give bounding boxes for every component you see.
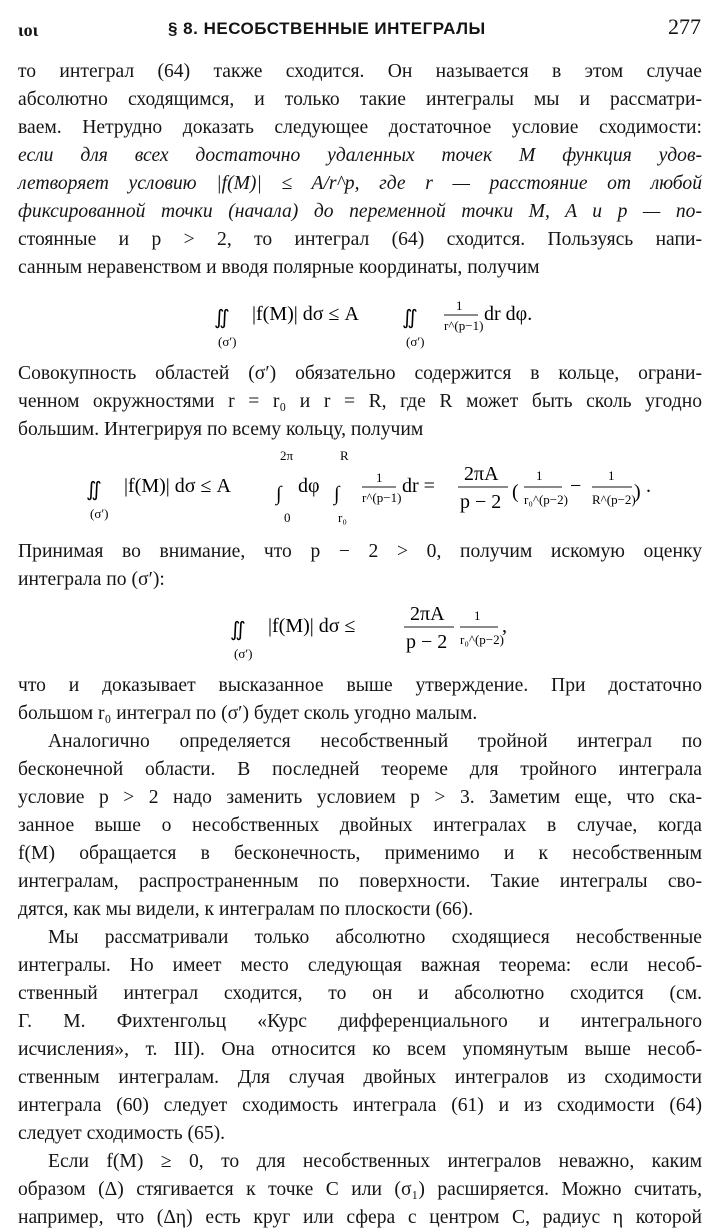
paren-close: )	[634, 481, 641, 503]
text-line: интеграла (60) следует сходимость интеграла (61) и из сходимости (64)	[18, 1095, 702, 1116]
double-integral-sign: ∬	[86, 479, 102, 501]
text-line: что и доказывает высказанное выше утверждение. При достаточно	[18, 675, 702, 696]
formula-svg	[18, 450, 702, 530]
text-line: f(M) обращается в бесконечность, применимо и к несобственным	[18, 843, 702, 864]
text-line: ственный интеграл сходится, то он и абсолютно сходится (см.	[18, 983, 702, 1004]
formula-end: ,	[502, 615, 507, 637]
text-line: Совокупность областей (σ′) обязательно содержится в кольце, ограни-	[18, 363, 702, 384]
page-body	[18, 58, 702, 1232]
region-label: (σ′)	[406, 334, 425, 349]
fraction-numerator: 1	[456, 298, 463, 313]
text-line: если для всех достаточно удаленных точек M функция удов-	[18, 145, 702, 166]
fraction-numerator: 2πA	[410, 603, 445, 625]
formula-estimate	[18, 598, 702, 664]
region-label: (σ′)	[234, 646, 253, 661]
fraction-denominator: r^(p−1)	[444, 318, 484, 333]
fraction-numerator: 1	[376, 470, 383, 485]
formula-svg	[18, 288, 702, 352]
text-line: то интеграл (64) также сходится. Он называется в этом случае	[18, 61, 702, 82]
section-title: § 8. НЕСОБСТВЕННЫЕ ИНТЕГРАЛЫ	[168, 19, 486, 38]
formula-tail: dr dφ.	[484, 303, 533, 325]
fraction-denominator: R^(p−2)	[592, 492, 636, 507]
fraction-denominator: p − 2	[406, 631, 448, 653]
text-line: Если f(M) ≥ 0, то для несобственных интегралов неважно, каким	[48, 1151, 702, 1172]
text-line: Принимая во внимание, что p − 2 > 0, получим искомую оценку	[18, 541, 702, 562]
text-line: бесконечной области. В последней теореме для тройного интеграла	[18, 759, 702, 780]
text-line: летворяет условию |f(M)| ≤ A/r^p, где r — расстояние от любой	[18, 173, 702, 194]
text-line: фиксированной точки (начала) до переменной точки M, A и p — по-	[18, 201, 702, 222]
double-integral-sign: ∬	[402, 307, 418, 329]
integral-sign: ∫	[276, 483, 282, 505]
fraction-denominator: r^(p−1)	[362, 490, 402, 505]
text-line: Мы рассматривали только абсолютно сходящиеся несобственные	[48, 927, 702, 948]
formula-ring-integral	[18, 450, 702, 530]
double-integral-sign: ∬	[214, 307, 230, 329]
text-line: исчисления», т. III). Она относится ко всем упомянутым выше несоб-	[18, 1039, 702, 1060]
integral-sign: ∫	[334, 483, 340, 505]
formula-lhs: |f(M)| dσ ≤ A	[124, 475, 231, 497]
fraction-denominator: r₀^(p−2)	[524, 492, 568, 507]
text-line: следует сходимость (65).	[18, 1123, 226, 1144]
fraction-denominator: r₀^(p−2)	[460, 632, 504, 647]
fraction-numerator: 1	[608, 468, 615, 483]
text-line: интегралам, распространенным по поверхности. Такие интегралы сво-	[18, 871, 702, 892]
dphi: dφ	[298, 475, 320, 497]
text-line: образом (Δ) стягивается к точке C или (σ₁) расширяется. Можно считать,	[18, 1179, 702, 1200]
text-line: Г. М. Фихтенгольц «Курс дифференциального и интегрального	[18, 1011, 702, 1032]
text-line: санным неравенством и вводя полярные координаты, получим	[18, 257, 540, 278]
fraction-numerator: 1	[474, 608, 481, 623]
formula-polar-bound	[18, 288, 702, 352]
text-line: большом r₀ интеграл по (σ′) будет сколь угодно малым.	[18, 703, 478, 724]
text-line: Аналогично определяется несобственный тройной интеграл по	[48, 731, 702, 752]
page-number: 277	[668, 14, 701, 39]
text-line: занное выше о несобственных двойных интегралах в случае, когда	[18, 815, 702, 836]
text-line: условие p > 2 надо заменить условием p > 3. Заметим еще, что ска-	[18, 787, 702, 808]
limit-upper: 2π	[280, 448, 294, 463]
region-label: (σ′)	[90, 506, 109, 521]
running-header	[18, 14, 701, 44]
limit-lower: r₀	[338, 510, 347, 525]
text-line: например, что (Δη) есть круг или сфера с центром C, радиус η которой	[18, 1207, 702, 1228]
formula-lhs: |f(M)| dσ ≤ A	[252, 303, 359, 325]
formula-lhs: |f(M)| dσ ≤	[268, 615, 356, 637]
fraction-denominator: p − 2	[460, 491, 502, 513]
fraction-numerator: 1	[536, 468, 543, 483]
limit-upper: R	[340, 448, 349, 463]
text-line: ственным интегралам. Для случая двойных интегралов из сходимости	[18, 1067, 702, 1088]
text-line: ченном окружностями r = r₀ и r = R, где R может быть сколь угодно	[18, 391, 702, 412]
formula-svg	[18, 598, 702, 664]
region-label: (σ′)	[218, 334, 237, 349]
formula-end: .	[646, 475, 651, 497]
fraction-numerator: 2πA	[464, 463, 499, 485]
minus-sign: −	[570, 475, 582, 497]
text-line: интегралы. Но имеет место следующая важная теорема: если несоб-	[18, 955, 702, 976]
text-line: стоянные и p > 2, то интеграл (64) сходится. Пользуясь напи-	[18, 229, 702, 250]
text-line: абсолютно сходящимся, и только такие интегралы мы и рассматри-	[18, 89, 702, 110]
text-line: большим. Интегрируя по всему кольцу, получим	[18, 419, 424, 440]
text-line: дятся, как мы видели, к интегралам по плоскости (66).	[18, 899, 474, 920]
double-integral-sign: ∬	[230, 619, 246, 641]
paren-open: (	[512, 481, 519, 503]
text-line: интеграла по (σ′):	[18, 569, 165, 590]
header-mark: ιοι	[18, 20, 39, 40]
limit-lower: 0	[284, 510, 291, 525]
text-line: ваем. Нетрудно доказать следующее достаточное условие сходимости:	[18, 117, 702, 138]
dr-equals: dr =	[402, 475, 435, 497]
